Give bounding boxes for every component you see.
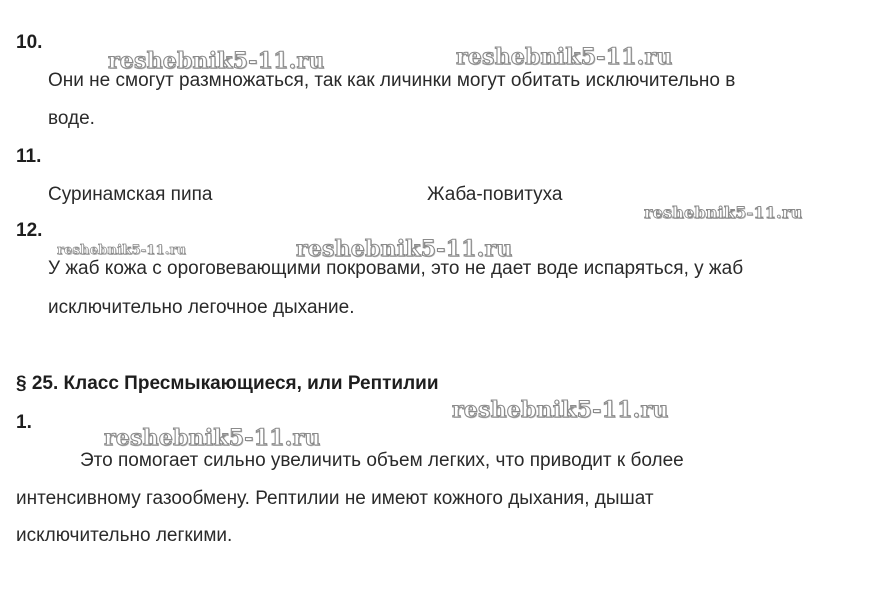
answer-10-line-1: Они не смогут размножаться, так как личинки могут обитать исключительно в (48, 70, 736, 91)
answer-11-left: Суринамская пипа (48, 184, 213, 205)
question-number-10: 10. (16, 32, 43, 53)
watermark: reshebnik5-11.ru (104, 425, 321, 451)
watermark: reshebnik5-11.ru (108, 48, 325, 74)
answer-1-line-3: исключительно легкими. (16, 525, 233, 546)
watermark: reshebnik5-11.ru (57, 243, 187, 258)
watermark: reshebnik5-11.ru (296, 236, 513, 262)
question-number-1: 1. (16, 412, 32, 433)
section-heading: § 25. Класс Пресмыкающиеся, или Рептилии (16, 373, 439, 394)
answer-1-line-1: Это помогает сильно увеличить объем легких, что приводит к более (80, 450, 684, 471)
watermark: reshebnik5-11.ru (644, 203, 803, 222)
answer-10-line-2: воде. (48, 108, 95, 129)
watermark: reshebnik5-11.ru (456, 44, 673, 70)
watermark: reshebnik5-11.ru (452, 397, 669, 423)
question-number-12: 12. (16, 220, 43, 241)
answer-11-right: Жаба-повитуха (427, 184, 563, 205)
question-number-11: 11. (16, 146, 42, 167)
answer-12-line-1: У жаб кожа с ороговевающими покровами, это не дает воде испаряться, у жаб (48, 258, 744, 279)
answer-12-line-2: исключительно легочное дыхание. (48, 297, 355, 318)
answer-1-line-2: интенсивному газообмену. Рептилии не имеют кожного дыхания, дышат (16, 488, 654, 509)
